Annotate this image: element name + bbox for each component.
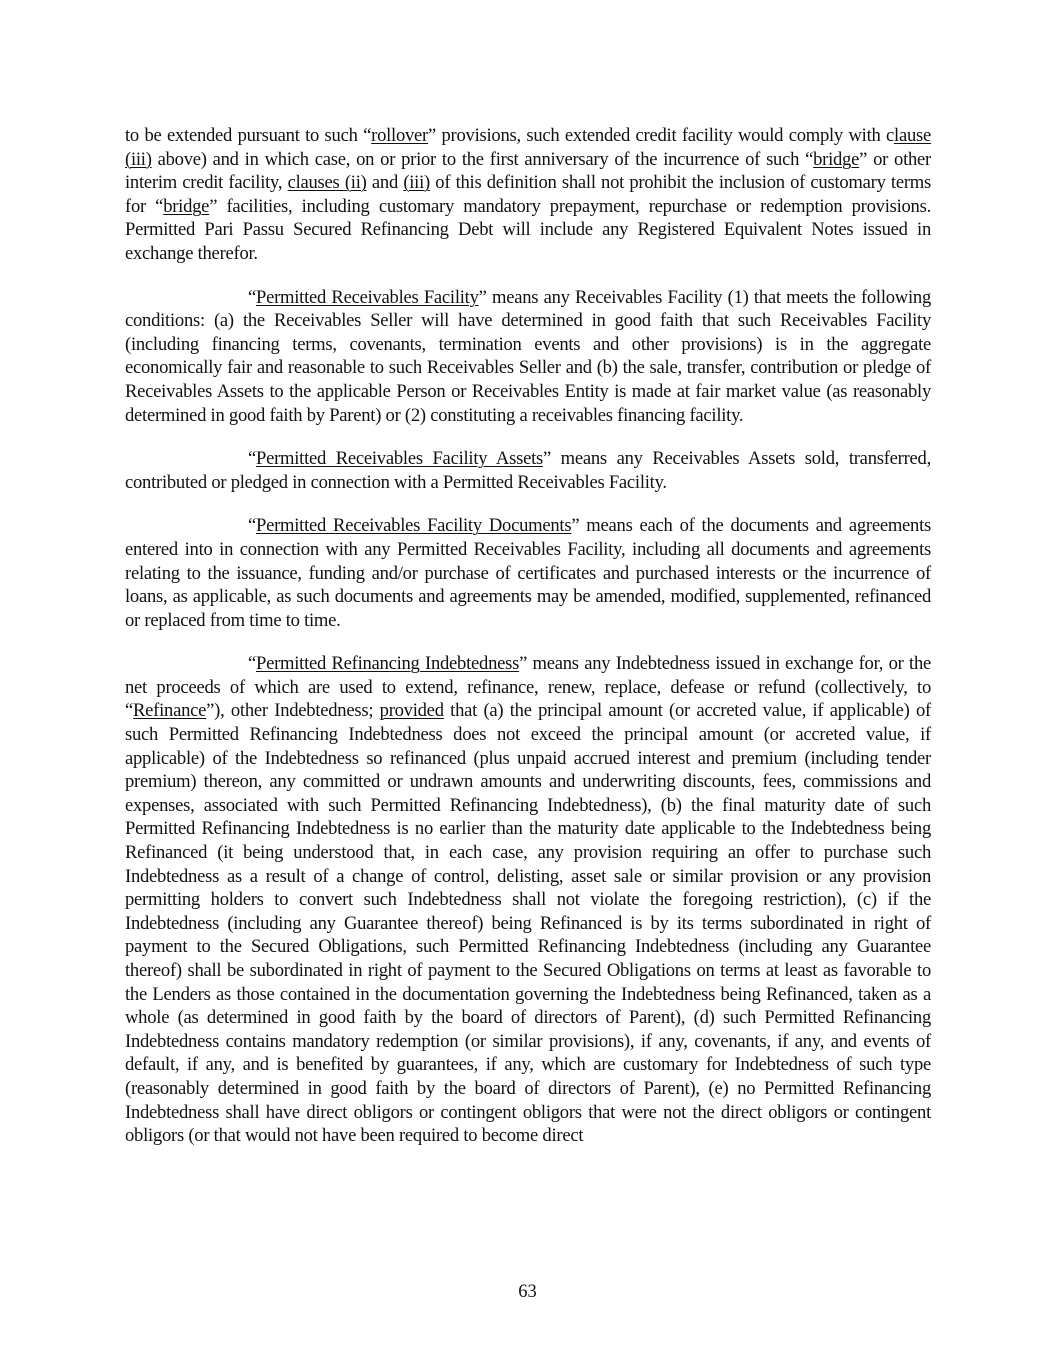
defined-term: Permitted Refinancing Indebtedness: [256, 653, 520, 675]
defined-term: bridge: [813, 148, 860, 170]
defined-term: provided: [379, 700, 444, 722]
body-text: “: [248, 515, 257, 537]
paragraph-continuation: [125, 124, 931, 266]
page-number: 63: [518, 1281, 537, 1302]
body-text: ” means each of the documents and agreements entered into in connection with any Permitted Receivables Facility, including all documents and agreements relating to the issuance, funding and/or purchase of certificates and purchased interests or the incurrence of loans, as applicable, as such documents and agreements may be amended, modified, supplemented, refinanced or replaced from time to time.: [125, 515, 931, 631]
defined-term: Permitted Receivables Facility: [256, 286, 479, 308]
defined-term: Permitted Receivables Facility Assets: [256, 448, 543, 470]
body-text: “: [248, 286, 257, 308]
definition-permitted-receivables-facility: [125, 286, 931, 428]
defined-term: lause (iii): [125, 125, 931, 170]
body-text: ” provisions, such extended credit facility would comply with c: [428, 125, 895, 146]
body-text: ” means any Receivables Facility (1) that meets the following conditions: (a) the Receivables Seller will have determined in good faith that such Receivables Facility (including financing terms, covenants, termination events and other provisions) is in the aggregate economically fair and reasonable to such Receivables Seller and (b) the sale, transfer, contribution or pledge of Receivables Assets to the applicable Person or Receivables Entity is made at fair market value (as reasonably determined in good faith by Parent) or (2) constituting a receivables financing facility.: [125, 286, 931, 426]
defined-term: clauses (ii): [287, 172, 367, 194]
defined-term: rollover: [371, 125, 428, 146]
body-text: “: [248, 653, 257, 675]
defined-term: Refinance: [133, 700, 207, 722]
body-text: ” facilities, including customary mandatory prepayment, repurchase or redemption provisions. Permitted Pari Passu Secured Refinancing Debt will include any Registered Equivalent Notes issued in exchange therefor.: [125, 195, 931, 264]
body-text: ” or other interim credit facility,: [125, 148, 931, 194]
definition-permitted-receivables-facility-assets: [125, 447, 931, 494]
body-text: “: [248, 448, 257, 470]
body-text: that (a) the principal amount (or accreted value, if applicable) of such Permitted Refinancing Indebtedness does not exceed the principal amount (or accreted value, if applicable) of the Indebtedness so refinanced (plus unpaid accrued interest and premium (including tender premium) thereon, any committed or undrawn amounts and underwriting discounts, fees, commissions and expenses, associated with such Permitted Refinancing Indebtedness), (b) the final maturity date of such Permitted Refinancing Indebtedness is no earlier than the maturity date applicable to the Indebtedness being Refinanced (it being understood that, in each case, any provision requiring an offer to purchase such Indebtedness as a result of a change of control, delisting, asset sale or similar provision or any provision permitting holders to convert such Indebtedness shall not violate the foregoing restriction), (c) if the Indebtedness (including any Guarantee thereof) being Refinanced is by its terms subordinated in right of payment to the Secured Obligations, such Permitted Refinancing Indebtedness (including any Guarantee thereof) shall be subordinated in right of payment to the Secured Obligations on terms at least as favorable to the Lenders as those contained in the documentation governing the Indebtedness being Refinanced, taken as a whole (as determined in good faith by the board of directors of Parent), (d) such Permitted Refinancing Indebtedness contains mandatory redemption (or similar provisions), if any, covenants, if any, and events of default, if any, and is benefited by guarantees, if any, which are customary for Indebtedness of such type (reasonably determined in good faith by the board of directors of Parent), (e) no Permitted Refinancing Indebtedness shall have direct obligors or contingent obligors that were not the direct obligors or contingent obligors (or that would not have been required to become direct: [125, 700, 931, 1147]
body-text: ”), other Indebtedness;: [206, 700, 380, 722]
body-text: ” means any Indebtedness issued in exchange for, or the net proceeds of which are used to extend, refinance, renew, replace, defease or refund (collectively, to “: [125, 653, 931, 722]
body-text: to be extended pursuant to such “: [125, 125, 372, 146]
body-text: above) and in which case, on or prior to the first anniversary of the incurrence of such “: [151, 148, 814, 170]
defined-term: bridge: [163, 195, 210, 217]
definition-permitted-refinancing-indebtedness: [125, 652, 931, 1147]
defined-term: (iii): [403, 172, 430, 194]
definition-permitted-receivables-facility-documents: [125, 514, 931, 632]
body-text: of this definition shall not prohibit the inclusion of customary terms for “: [125, 172, 931, 217]
defined-term: Permitted Receivables Facility Documents: [256, 515, 572, 537]
body-text: and: [366, 172, 404, 194]
document-page: [125, 124, 931, 1168]
body-text: ” means any Receivables Assets sold, transferred, contributed or pledged in connection with a Permitted Receivables Facility.: [125, 448, 931, 493]
